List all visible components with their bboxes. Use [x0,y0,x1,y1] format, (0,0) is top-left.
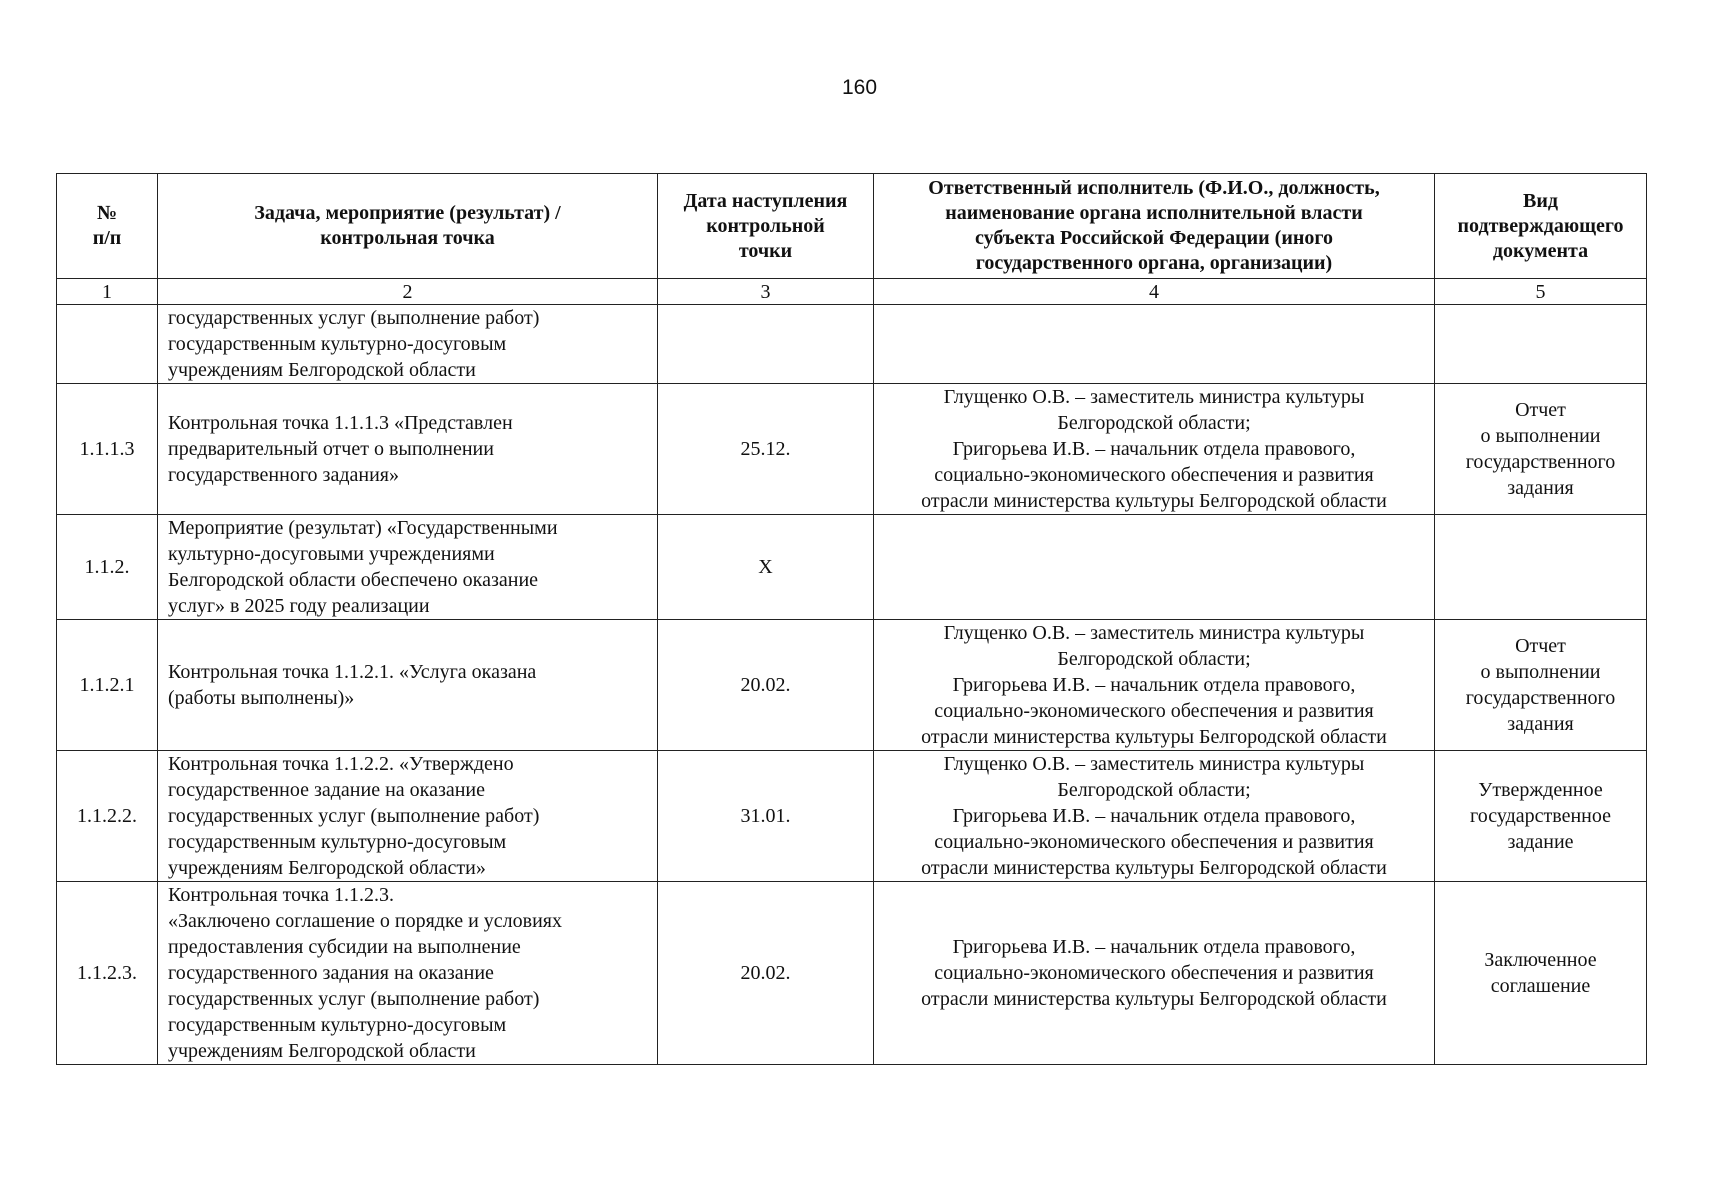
row-task: государственных услуг (выполнение работ) государственным культурно-досуговым учреждениям Белгородской области [158,305,658,384]
column-number: 3 [658,279,874,305]
column-number: 2 [158,279,658,305]
table-row [57,751,1647,882]
row-task: Контрольная точка 1.1.2.2. «Утверждено государственное задание на оказание государственных услуг (выполнение работ) государственным культурно-досуговым учреждениям Белгородской области» [158,751,658,882]
header-responsible: Ответственный исполнитель (Ф.И.О., должность, наименование органа исполнительной власти субъекта Российской Федерации (иного государственного органа, организации) [874,174,1435,279]
row-responsible: Глущенко О.В. – заместитель министра культуры Белгородской области; Григорьева И.В. – начальник отдела правового, социально-экономического обеспечения и развития отрасли министерства культуры Белгородской области [874,751,1435,882]
row-task: Контрольная точка 1.1.1.3 «Представлен предварительный отчет о выполнении государственного задания» [158,384,658,515]
row-number: 1.1.2.2. [57,751,158,882]
row-number [57,305,158,384]
column-number: 1 [57,279,158,305]
row-responsible [874,305,1435,384]
header-document: Вид подтверждающего документа [1435,174,1647,279]
row-responsible: Григорьева И.В. – начальник отдела правового, социально-экономического обеспечения и развития отрасли министерства культуры Белгородской области [874,882,1435,1065]
row-document: Отчет о выполнении государственного задания [1435,384,1647,515]
row-document: Утвержденное государственное задание [1435,751,1647,882]
row-date: 20.02. [658,620,874,751]
row-number: 1.1.2.3. [57,882,158,1065]
page-number: 160 [841,76,878,99]
table-row [57,882,1647,1065]
header-task: Задача, мероприятие (результат) / контрольная точка [158,174,658,279]
row-responsible: Глущенко О.В. – заместитель министра культуры Белгородской области; Григорьева И.В. – начальник отдела правового, социально-экономического обеспечения и развития отрасли министерства культуры Белгородской области [874,620,1435,751]
column-number: 5 [1435,279,1647,305]
column-number: 4 [874,279,1435,305]
control-points-table [56,173,1647,1065]
row-date: 31.01. [658,751,874,882]
row-number: 1.1.2. [57,515,158,620]
header-date: Дата наступления контрольной точки [658,174,874,279]
table-row [57,515,1647,620]
row-document: Отчет о выполнении государственного задания [1435,620,1647,751]
table-row [57,305,1647,384]
row-responsible: Глущенко О.В. – заместитель министра культуры Белгородской области; Григорьева И.В. – начальник отдела правового, социально-экономического обеспечения и развития отрасли министерства культуры Белгородской области [874,384,1435,515]
header-num: № п/п [57,174,158,279]
header-row [57,174,1647,279]
row-task: Контрольная точка 1.1.2.1. «Услуга оказана (работы выполнены)» [158,620,658,751]
row-date [658,305,874,384]
table-row [57,620,1647,751]
row-responsible [874,515,1435,620]
row-date: 25.12. [658,384,874,515]
table-row [57,384,1647,515]
row-task: Мероприятие (результат) «Государственными культурно-досуговыми учреждениями Белгородской области обеспечено оказание услуг» в 2025 году реализации [158,515,658,620]
row-document [1435,515,1647,620]
row-date: X [658,515,874,620]
row-date: 20.02. [658,882,874,1065]
row-number: 1.1.2.1 [57,620,158,751]
column-number-row [57,279,1647,305]
row-document [1435,305,1647,384]
row-task: Контрольная точка 1.1.2.3. «Заключено соглашение о порядке и условиях предоставления субсидии на выполнение государственного задания на оказание государственных услуг (выполнение работ) государственным культурно-досуговым учреждениям Белгородской области [158,882,658,1065]
row-number: 1.1.1.3 [57,384,158,515]
row-document: Заключенное соглашение [1435,882,1647,1065]
